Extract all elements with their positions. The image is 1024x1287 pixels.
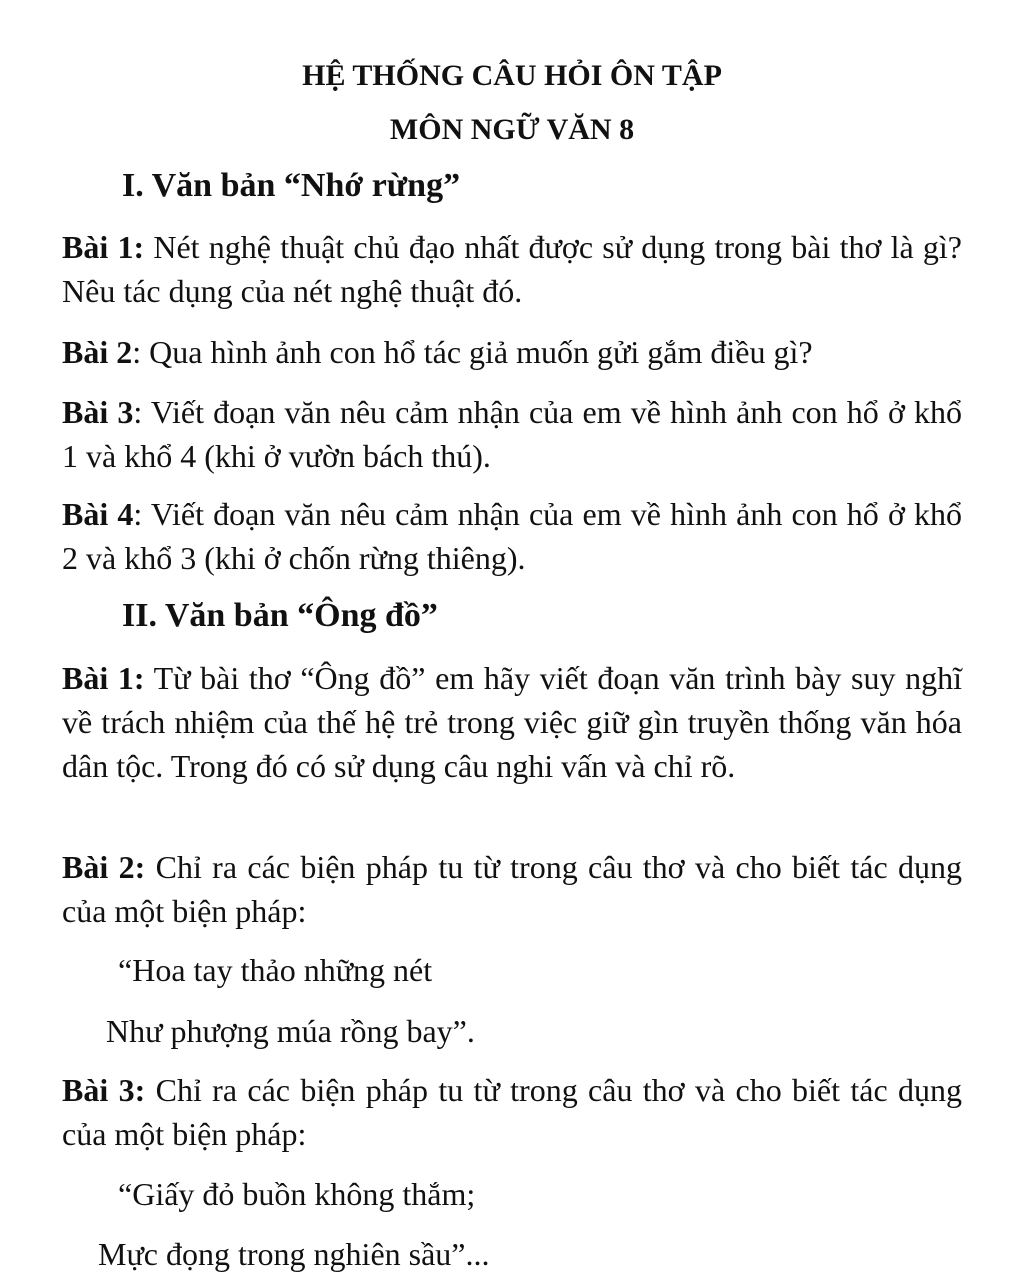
question-paragraph xyxy=(62,492,962,580)
question-text: Từ bài thơ “Ông đồ” em hãy viết đoạn văn trình bày suy nghĩ về trách nhiệm của thế hệ trẻ trong việc giữ gìn truyền thống văn hóa dân tộc. Trong đó có sử dụng câu nghi vấn và chỉ rõ. xyxy=(62,660,963,784)
question-paragraph xyxy=(62,225,962,313)
question-label: Bài 2: xyxy=(62,849,146,885)
question-paragraph xyxy=(62,1068,962,1156)
question-text: Chỉ ra các biện pháp tu từ trong câu thơ và cho biết tác dụng của một biện pháp: xyxy=(62,849,963,929)
question-label: Bài 3: xyxy=(62,1072,146,1108)
question-text: Nét nghệ thuật chủ đạo nhất được sử dụng trong bài thơ là gì? Nêu tác dụng của nét nghệ thuật đó. xyxy=(62,229,963,309)
question-text: : Viết đoạn văn nêu cảm nhận của em về hình ảnh con hổ ở khổ 2 và khổ 3 (khi ở chốn rừng thiêng). xyxy=(62,496,962,576)
question-paragraph xyxy=(62,330,962,374)
question-paragraph xyxy=(62,656,962,788)
verse-line: Mực đọng trong nghiên sầu”... xyxy=(98,1236,490,1272)
question-label: Bài 3 xyxy=(62,394,134,430)
question-text: Chỉ ra các biện pháp tu từ trong câu thơ và cho biết tác dụng của một biện pháp: xyxy=(62,1072,963,1152)
verse-line: Như phượng múa rồng bay”. xyxy=(106,1013,475,1049)
section-heading-ong-do: II. Văn bản “Ông đồ” xyxy=(122,597,438,634)
verse-line: “Giấy đỏ buồn không thắm; xyxy=(118,1176,476,1212)
document-title-line2: MÔN NGỮ VĂN 8 xyxy=(389,113,635,146)
section-heading-nho-rung: I. Văn bản “Nhớ rừng” xyxy=(122,167,461,204)
question-label: Bài 1: xyxy=(62,660,145,696)
question-text: : Viết đoạn văn nêu cảm nhận của em về hình ảnh con hổ ở khổ 1 và khổ 4 (khi ở vườn bách thú). xyxy=(62,394,962,474)
question-paragraph xyxy=(62,390,962,478)
document-title-line1: HỆ THỐNG CÂU HỎI ÔN TẬP xyxy=(302,59,722,92)
question-paragraph xyxy=(62,845,962,933)
verse-line: “Hoa tay thảo những nét xyxy=(118,952,433,988)
question-text: : Qua hình ảnh con hổ tác giả muốn gửi gắm điều gì? xyxy=(132,334,813,370)
question-label: Bài 1: xyxy=(62,229,145,265)
question-label: Bài 4 xyxy=(62,496,134,532)
question-label: Bài 2 xyxy=(62,334,133,370)
